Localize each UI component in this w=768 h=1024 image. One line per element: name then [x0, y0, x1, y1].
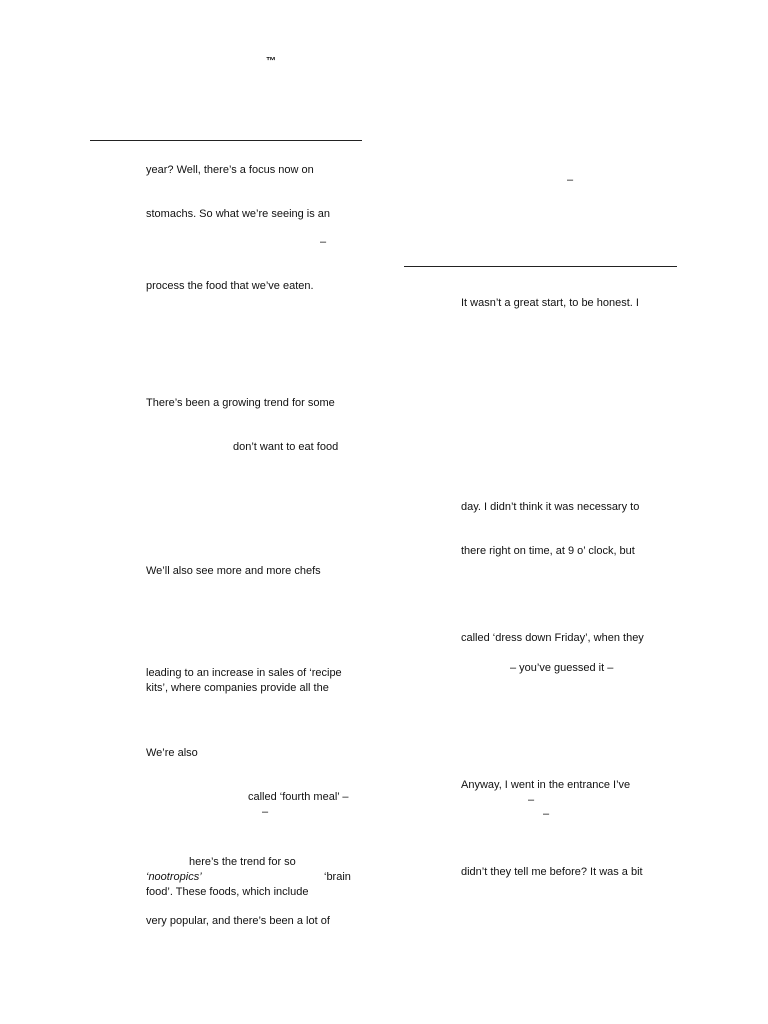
- left-dash-1: –: [320, 236, 327, 248]
- left-line-4: There’s been a growing trend for some: [146, 397, 335, 409]
- right-line-1: It wasn’t a great start, to be honest. I: [461, 297, 639, 309]
- right-line-6: Anyway, I went in the entrance I’ve: [461, 779, 631, 791]
- right-line-3: there right on time, at 9 o’ clock, but: [461, 545, 635, 557]
- left-line-13: very popular, and there’s been a lot of: [146, 915, 330, 927]
- right-dash-1: –: [567, 174, 574, 186]
- left-line-12: food’. These foods, which include: [146, 886, 309, 898]
- left-line-11: here’s the trend for so: [189, 856, 296, 868]
- left-line-10: called ‘fourth meal’ –: [248, 791, 349, 803]
- left-line-7: leading to an increase in sales of ‘recipe: [146, 667, 342, 679]
- left-line-3: process the food that we’ve eaten.: [146, 280, 314, 292]
- right-line-7: didn’t they tell me before? It was a bit: [461, 866, 643, 878]
- right-line-2: day. I didn’t think it was necessary to: [461, 501, 640, 513]
- left-dash-2: –: [262, 806, 269, 818]
- left-line-9: We’re also: [146, 747, 198, 759]
- right-dash-2: –: [528, 794, 535, 806]
- left-line-5: don’t want to eat food: [233, 441, 339, 453]
- trademark-symbol: ™: [266, 56, 276, 67]
- left-line-6: We’ll also see more and more chefs: [146, 565, 321, 577]
- left-nootropics: ‘nootropics’: [146, 871, 202, 883]
- right-column-divider: [404, 266, 677, 267]
- left-column-divider: [90, 140, 362, 141]
- left-line-2: stomachs. So what we’re seeing is an: [146, 208, 331, 220]
- left-line-8: kits’, where companies provide all the: [146, 682, 329, 694]
- right-line-4: called ‘dress down Friday’, when they: [461, 632, 644, 644]
- right-line-5: – you’ve guessed it –: [510, 662, 614, 674]
- right-dash-3: –: [543, 808, 550, 820]
- left-line-1: year? Well, there’s a focus now on: [146, 164, 314, 176]
- left-brain: ‘brain: [324, 871, 351, 883]
